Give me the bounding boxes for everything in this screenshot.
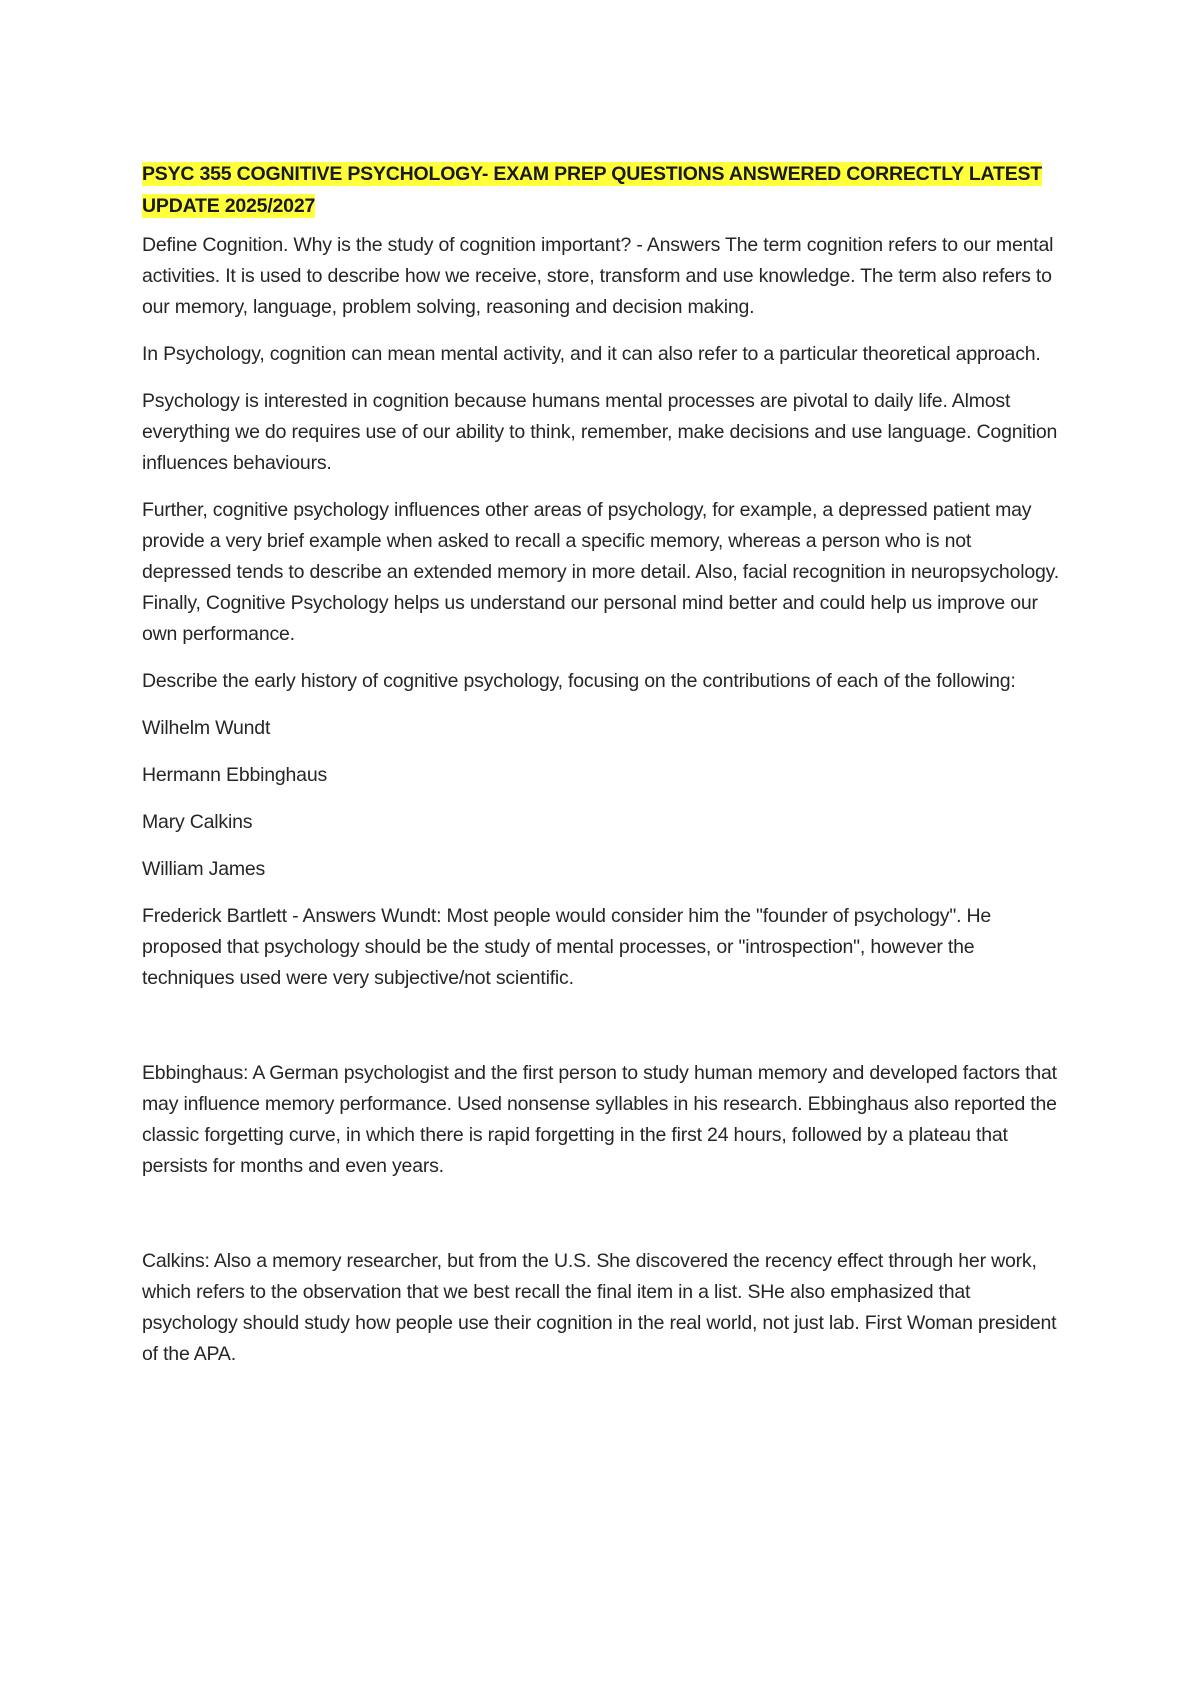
- document-title: [142, 158, 1062, 222]
- list-item-wundt: Wilhelm Wundt: [142, 717, 271, 739]
- blank-line: [142, 1010, 1062, 1058]
- list-item-calkins: Mary Calkins: [142, 811, 253, 833]
- paragraph-calkins-answer: Calkins: Also a memory researcher, but from the U.S. She discovered the recency effect through her work, which refers to the observation that we best recall the final item in a list. SHe also emphasized that psychology should study how people use their cognition in the real world, not just lab. First Woman president of the APA.: [142, 1250, 1057, 1365]
- paragraph-cognitive-influence: Further, cognitive psychology influences other areas of psychology, for example, a depressed patient may provide a very brief example when asked to recall a specific memory, whereas a person who is not depressed tends to describe an extended memory in more detail. Also, facial recognition in neuropsychology. Finally, Cognitive Psychology helps us understand our personal mind better and could help us improve our own performance.: [142, 499, 1059, 645]
- paragraph-early-history-question: Describe the early history of cognitive psychology, focusing on the contributions of each of the following:: [142, 670, 1016, 692]
- list-item-ebbinghaus: Hermann Ebbinghaus: [142, 764, 328, 786]
- document-page: [142, 158, 1062, 1386]
- paragraph-cognition-meaning: In Psychology, cognition can mean mental activity, and it can also refer to a particular theoretical approach.: [142, 343, 1041, 365]
- paragraph-cognition-interest: Psychology is interested in cognition because humans mental processes are pivotal to daily life. Almost everything we do requires use of our ability to think, remember, make decisions and use language. Cognition influences behaviours.: [142, 390, 1058, 474]
- title-highlight: PSYC 355 COGNITIVE PSYCHOLOGY- EXAM PREP QUESTIONS ANSWERED CORRECTLY LATEST UPDATE 2025/2027: [142, 163, 1043, 217]
- paragraph-define-cognition: Define Cognition. Why is the study of cognition important? - Answers The term cognition refers to our mental activities. It is used to describe how we receive, store, transform and use knowledge. The term also refers to our memory, language, problem solving, reasoning and decision making.: [142, 234, 1054, 318]
- paragraph-ebbinghaus-answer: Ebbinghaus: A German psychologist and the first person to study human memory and developed factors that may influence memory performance. Used nonsense syllables in his research. Ebbinghaus also reported the classic forgetting curve, in which there is rapid forgetting in the first 24 hours, followed by a plateau that persists for months and even years.: [142, 1062, 1057, 1177]
- list-item-james: William James: [142, 858, 266, 880]
- blank-line: [142, 1198, 1062, 1246]
- paragraph-bartlett-wundt-answer: Frederick Bartlett - Answers Wundt: Most people would consider him the "founder of psychology". He proposed that psychology should be the study of mental processes, or "introspection", however the techniques used were very subjective/not scientific.: [142, 905, 992, 989]
